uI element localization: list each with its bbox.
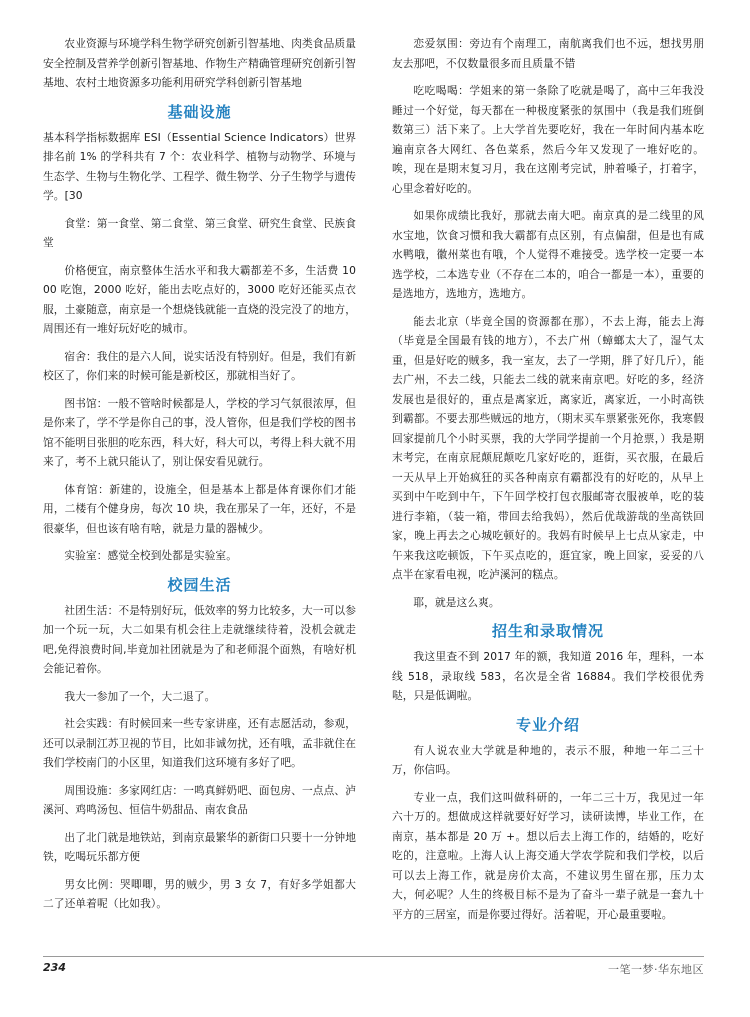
paragraph-clubs: 社团生活：不是特别好玩，低效率的努力比较多，大一可以参加一个玩一玩，大二如果有机会往上走就继续待着，没机会就走吧,免得浪费时间,毕竟加社团就是为了和老师混个面熟，有啥好机会能记着你。 [43, 603, 356, 675]
paragraph-admission-scores: 我这里查不到 2017 年的额，我知道 2016 年，理科，一本线 518，录取线 583，名次是全省 16884。我们学校很优秀哒，只是低调啦。 [392, 650, 704, 702]
section-heading-campus-life: 校园生活 [167, 575, 232, 594]
footer-divider [43, 956, 704, 957]
paragraph-major-career: 专业一点，我们这叫做科研的，一年二三十万，我见过一年六十万的。想做成这样就要好好学习，读研读博，毕业工作，在南京，基本都是 20 万 +。想以后去上海工作的，结婚的，吃好吃的，注意啦。上海人认上海交通大学农学院和我们学校，以后可以去上海工作，就是房价太高，不建议男生留在那，压力太大，何必呢？人生的终极目标不是为了奋斗一辈子就是一套九十平方的三居室，而是你要过得好。活着呢，开心最重要啦。 [392, 790, 704, 921]
paragraph-social-practice: 社会实践：有时候回来一些专家讲座，还有志愿活动，参观，还可以录制江苏卫视的节目，比如非诚勿扰，还有哦，孟非就住在我们学校南门的小区里，知道我们这环境有多好了吧。 [43, 717, 356, 769]
paragraph-club-note: 我大一参加了一个，大二退了。 [64, 689, 216, 703]
paragraph-library: 图书馆：一般不管啥时候都是人，学校的学习气氛很浓厚，但是你来了，学不学是你自己的事，没人管你，但是我们学校的图书馆不能明目张胆的吃东西，科大好，科大可以，考得上科大就不用来了，考不上就只能认了，别让保安看见就行。 [43, 396, 356, 468]
paragraph-labs: 实验室：感觉全校到处都是实验室。 [64, 549, 237, 562]
paragraph-gym: 体育馆：新建的，设施全，但是基本上都是体育课你们才能用，二楼有个健身房，每次 10 块，我在那呆了一年，还好，不是很豪华，但也该有啥有啥，就是力量的器械少。 [43, 482, 356, 535]
section-heading-admission: 招生和录取情况 [491, 622, 604, 640]
paragraph-city-choice: 能去北京（毕竟全国的资源都在那），不去上海，能去上海（毕竟是全国最有钱的地方），不去广州（蟑螂太大了，湿气太重，但是好吃的贼多，我一室友，去了一学期，胖了好几斤），能去广州，不去二线，只能去二线的就来南京吧。好吃的多，经济发展也是很好的，重点是离家近，离家近，离家近，一小时高铁到霸都。不要去那些贼远的地方，（期末买车票紧张死你，我寒假回家提前几个小时买票，我的大学同学提前一个月抢票，）我是期末考完，在南京屁颠屁颠吃几家好吃的，逛街，买衣服，在最后一天从早上开始疯狂的买各种南京有霸都没有的好吃的，从早上买到中午吃到中午，下午回学校打包衣服邮寄衣服被单，吃的装进行李箱，（装一箱，带回去给我妈），然后优哉游哉的坐高铁回家，晚上再去之心城吃顿好的。我妈有时候早上七点从家走，中午来我这吃顿饭，下午买点吃的，逛宜家，晚上回家，妥妥的八点半在家看电视，吃泸溪河的糕点。 [392, 314, 704, 581]
section-heading-major: 专业介绍 [515, 715, 580, 734]
footer-title: 一笔一梦·华东地区 [608, 963, 704, 976]
paragraph-research-bases: 农业资源与环境学科生物学研究创新引智基地、肉类食品质量安全控制及营养学创新引智基地、作物生产精确管理研究创新引智基地、农村土地资源多功能利用研究学科创新引智基地 [43, 37, 356, 89]
left-column [43, 34, 356, 922]
paragraph-esi: 基本科学指标数据库 ESI（Essential Science Indicators）世界排名前 1% 的学科共有 7 个：农业科学、植物与动物学、环境与生态学、生物与生物化学、工程学、微生物学、分子生物学与遗传学。[30 [43, 130, 356, 202]
paragraph-dating: 恋爱氛围：旁边有个南理工，南航离我们也不远，想找男朋友去那吧，不仅数量很多而且质量不错 [392, 37, 704, 70]
paragraph-nanjing: 如果你成绩比我好，那就去南大吧。南京真的是二线里的风水宝地，饮食习惯和我大霸都有点区别，有点偏甜，但是也有咸水鸭哦，徽州菜也有哦，个人觉得不难接受。选学校一定要一本选学校，二本选专业（不存在二本的，咱合一都是一本），重要的是选地方，选地方，选地方。 [392, 209, 704, 300]
paragraph-gender-ratio: 男女比例：哭唧唧，男的贼少，男 3 女 7，有好多学姐都大二了还单着呢（比如我）。 [43, 877, 356, 910]
right-column [392, 34, 704, 932]
paragraph-major-intro: 有人说农业大学就是种地的，表示不服，种地一年二三十万，你信吗。 [392, 743, 704, 776]
paragraph-prices: 价格便宜，南京整体生活水平和我大霸都差不多，生活费 1000 吃饱，2000 吃好，能出去吃点好的，3000 吃好还能买点衣服，土豪随意，南京是一个想烧钱就能一直烧的没完没了的地方，周围还有一堆好玩好吃的城市。 [43, 263, 356, 335]
paragraph-food: 吃吃喝喝：学姐来的第一条除了吃就是喝了，高中三年我没睡过一个好觉，每天都在一种极度紧张的氛围中（我是我们班倒数第三）活下来了。上大学首先要吃好，我在一年时间内基本吃遍南京各大网红、各色菜系，然后今年又发现了一堆好吃的。唉，现在是期末复习月，我在这刚考完试，肿着嗓子，打着字，心里念着好吃的。 [392, 84, 704, 195]
paragraph-canteen: 食堂：第一食堂、第二食堂、第三食堂、研究生食堂、民族食堂 [43, 216, 356, 249]
paragraph-metro: 出了北门就是地铁站，到南京最繁华的新街口只要十一分钟地铁，吃喝玩乐都方便 [43, 830, 356, 863]
section-heading-facilities: 基础设施 [167, 102, 232, 121]
paragraph-closing: 耶，就是这么爽。 [413, 595, 500, 609]
paragraph-dormitory: 宿舍：我住的是六人间，说实话没有特别好。但是，我们有新校区了，你们来的时候可能是新校区，那就相当好了。 [43, 349, 356, 382]
page-number: 234 [43, 961, 66, 974]
paragraph-surroundings: 周围设施：多家网红店：一鸣真鲜奶吧、面包房、一点点、泸溪河、鸡鸣汤包、恒信牛奶甜品、南农食品 [43, 783, 356, 816]
